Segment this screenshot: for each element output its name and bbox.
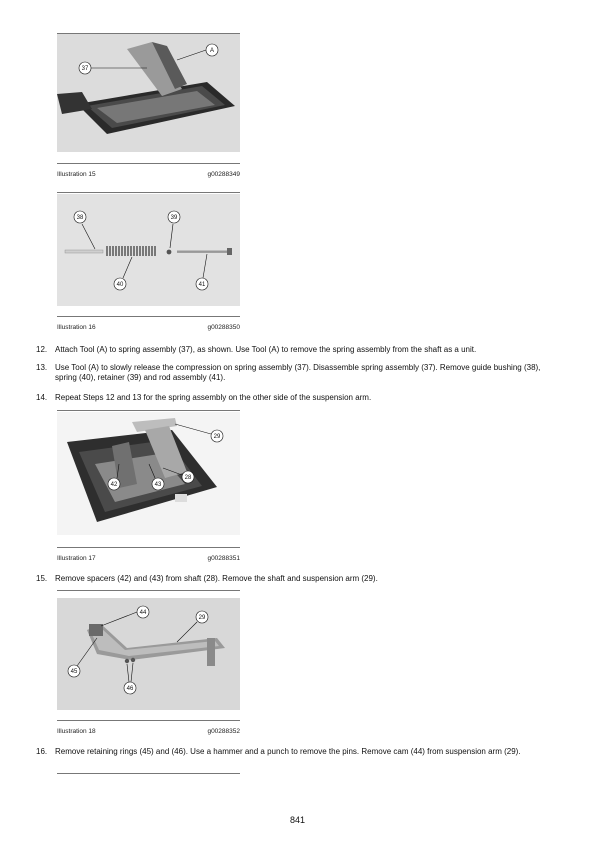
callout-28: 28 xyxy=(184,475,192,481)
step-text: Attach Tool (A) to spring assembly (37), as shown. Use Tool (A) to remove the spring assembly from the shaft as a unit. xyxy=(55,345,477,354)
step-number: 15. xyxy=(36,574,48,583)
caption-rule xyxy=(57,316,240,317)
graphic-ref: g00288351 xyxy=(207,555,240,562)
step-text: Use Tool (A) to slowly release the compression on spring assembly (37). Disassemble spring assembly (37). Remove guide bushing (38), spring (40), retainer (39) and rod assembly (41). xyxy=(55,363,541,382)
illustration-16-photo xyxy=(57,194,240,306)
page-number: 841 xyxy=(289,815,306,825)
callout-44: 44 xyxy=(139,610,147,616)
illustration-rule xyxy=(57,410,240,411)
illustration-17-photo xyxy=(57,412,240,535)
callout-43: 43 xyxy=(154,482,162,488)
step-14 xyxy=(36,393,556,403)
caption-rule xyxy=(57,163,240,164)
step-number: 13. xyxy=(36,363,48,372)
callout-42: 42 xyxy=(110,482,118,488)
step-12 xyxy=(36,345,556,355)
bottom-rule xyxy=(57,773,240,774)
callout-a: A xyxy=(209,48,215,54)
callout-45: 45 xyxy=(70,669,78,675)
graphic-ref: g00288350 xyxy=(207,324,240,331)
step-13 xyxy=(36,363,556,383)
callout-46: 46 xyxy=(126,686,134,692)
callout-39: 39 xyxy=(170,215,178,221)
step-number: 16. xyxy=(36,747,48,756)
callout-40: 40 xyxy=(116,282,124,288)
step-text: Remove spacers (42) and (43) from shaft (28). Remove the shaft and suspension arm (29). xyxy=(55,574,378,583)
caption-rule xyxy=(57,720,240,721)
callout-29: 29 xyxy=(198,615,206,621)
graphic-ref: g00288352 xyxy=(207,728,240,735)
illustration-label: Illustration 16 xyxy=(57,324,96,331)
illustration-15-photo xyxy=(57,34,240,152)
step-number: 12. xyxy=(36,345,48,354)
illustration-label: Illustration 18 xyxy=(57,728,96,735)
illustration-18-photo xyxy=(57,598,240,710)
illustration-rule xyxy=(57,192,240,193)
callout-29: 29 xyxy=(213,434,221,440)
step-15 xyxy=(36,574,556,584)
step-number: 14. xyxy=(36,393,48,402)
callout-38: 38 xyxy=(76,215,84,221)
step-text: Repeat Steps 12 and 13 for the spring assembly on the other side of the suspension arm. xyxy=(55,393,372,402)
step-16 xyxy=(36,747,556,757)
step-text: Remove retaining rings (45) and (46). Use a hammer and a punch to remove the pins. Remove cam (44) from suspension arm (29). xyxy=(55,747,521,756)
illustration-label: Illustration 15 xyxy=(57,171,96,178)
callout-41: 41 xyxy=(198,282,206,288)
callout-37: 37 xyxy=(81,66,89,72)
illustration-label: Illustration 17 xyxy=(57,555,96,562)
caption-rule xyxy=(57,547,240,548)
illustration-rule xyxy=(57,590,240,591)
graphic-ref: g00288349 xyxy=(207,171,240,178)
